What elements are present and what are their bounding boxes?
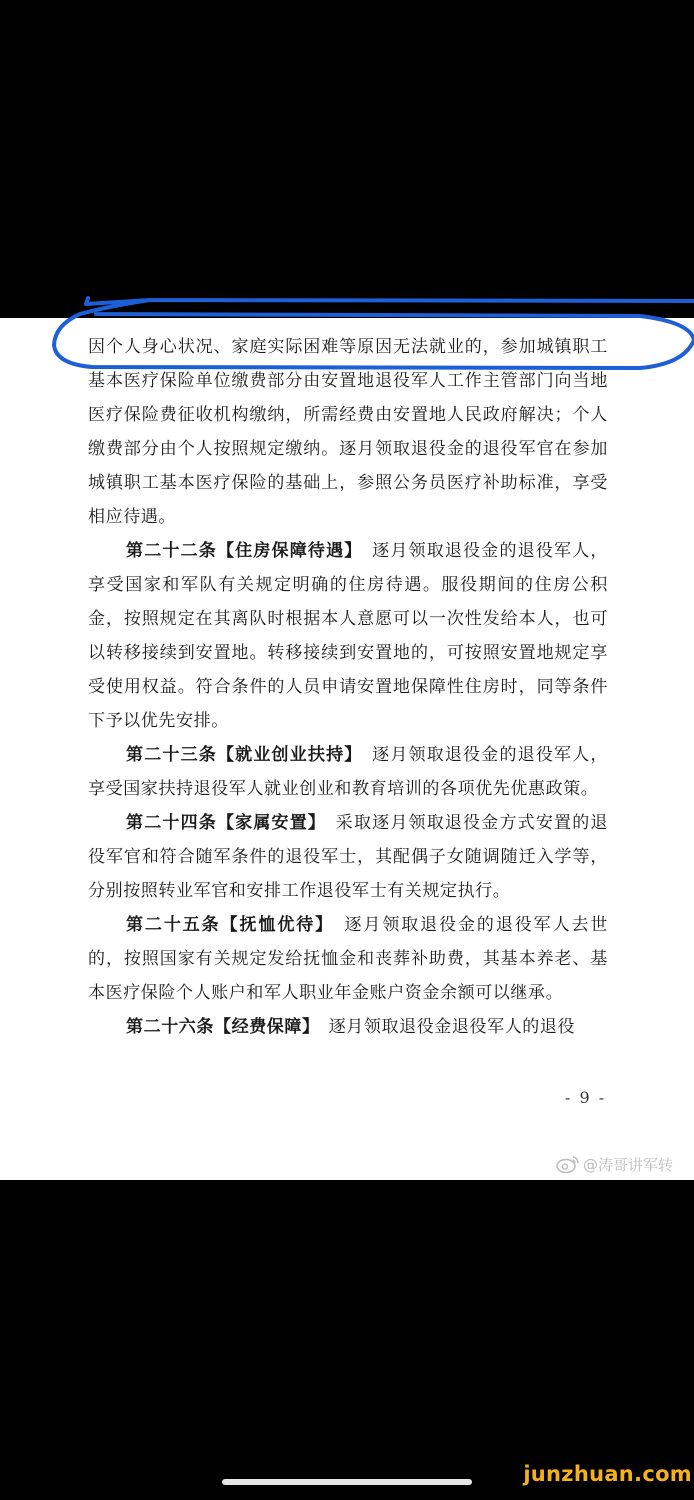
article-heading: 第二十四条【家属安置】 (126, 813, 318, 833)
article-text: 逐月领取退役金退役军人的退役 (311, 1017, 576, 1037)
article-heading: 第二十二条【住房保障待遇】 (126, 541, 354, 561)
document-page (0, 318, 694, 1180)
site-watermark: junzhuan.com (523, 1462, 692, 1486)
paragraph-text: 因个人身心状况、家庭实际困难等原因无法就业的，参加城镇职工基本医疗保险单位缴费部分由安置地退役军人工作主管部门向当地医疗保险费征收机构缴纳，所需经费由安置地人民政府解决；个人缴费部分由个人按照规定缴纳。逐月领取退役金的退役军官在参加城镇职工基本医疗保险的基础上，参照公务员医疗补助标准，享受相应待遇。 (88, 337, 608, 527)
article-heading: 第二十六条【经费保障】 (126, 1017, 312, 1037)
article-25-pension (88, 908, 608, 1010)
document-body (88, 330, 608, 1044)
home-indicator[interactable] (222, 1479, 472, 1485)
article-text: 采取逐月领取退役金方式安置的退役军官和符合随军条件的退役军士，其配偶子女随调随迁入学等，分别按照转业军官和安排工作退役军士有关规定执行。 (88, 813, 608, 901)
weibo-watermark (555, 1150, 687, 1178)
article-text: 逐月领取退役金的退役军人去世的，按照国家有关规定发给抚恤金和丧葬补助费，其基本养老、基本医疗保险个人账户和军人职业年金账户资金余额可以继承。 (88, 915, 608, 1003)
article-26-funding (88, 1010, 608, 1044)
article-heading: 第二十三条【就业创业扶持】 (126, 745, 354, 765)
watermark-text: @涛哥讲军转 (583, 1155, 674, 1174)
article-24-family (88, 806, 608, 908)
article-text: 逐月领取退役金的退役军人，享受国家和军队有关规定明确的住房待遇。服役期间的住房公积金，按照规定在其离队时根据本人意愿可以一次性发给本人，也可以转移接续到安置地。转移接续到安置地的，可按照安置地规定享受使用权益。符合条件的人员申请安置地保障性住房时，同等条件下予以优先安排。 (88, 541, 608, 731)
article-22-housing (88, 534, 608, 738)
page-number: - 9 - (565, 1088, 607, 1107)
article-23-employment (88, 738, 608, 806)
paragraph-medical-insurance (88, 330, 608, 534)
article-text: 逐月领取退役金的退役军人，享受国家扶持退役军人就业创业和教育培训的各项优先优惠政策。 (88, 745, 608, 799)
article-heading: 第二十五条【抚恤优待】 (126, 915, 326, 935)
weibo-icon (555, 1154, 581, 1174)
